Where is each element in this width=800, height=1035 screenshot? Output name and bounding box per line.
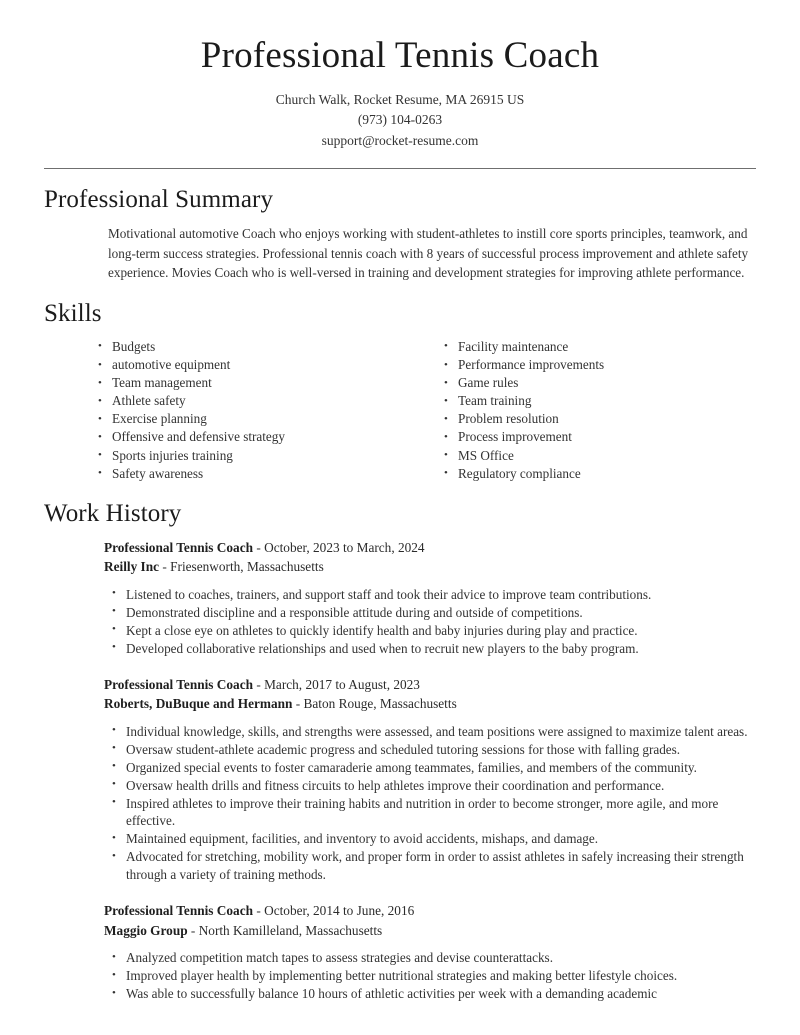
job-location: Friesenworth, Massachusetts <box>170 559 324 575</box>
work-history-entry <box>104 901 756 1002</box>
work-history-entry <box>104 675 756 883</box>
skill-item: • Athlete safety <box>112 392 410 410</box>
skill-item: • Offensive and defensive strategy <box>112 428 410 446</box>
job-dates: October, 2014 to June, 2016 <box>264 903 415 919</box>
job-separator: - <box>253 677 265 692</box>
skill-item: • Budgets <box>112 338 410 356</box>
header-divider <box>44 168 756 169</box>
job-company: Maggio Group <box>104 922 188 938</box>
job-title: Professional Tennis Coach <box>104 677 254 692</box>
job-bullet: • Oversaw student-athlete academic progress and scheduled tutoring sessions for those with falling grades. <box>126 741 756 759</box>
summary-text: Motivational automotive Coach who enjoys working with student-athletes to instill core sports principles, teamwork, and long-term success strategies. Professional tennis coach with 8 years of successful process improvement and athlete safety experience. Movies Coach who is well-versed in training and development strategies for improving athlete performance. <box>108 226 749 281</box>
resume-header <box>44 0 756 169</box>
job-separator: - <box>253 539 265 555</box>
job-bullet: • Developed collaborative relationships and used when to recruit new players to the baby program. <box>126 640 756 658</box>
job-separator: - <box>187 922 199 938</box>
contact-phone: (973) 104-0263 <box>357 112 443 128</box>
skill-item: • Team training <box>458 392 756 410</box>
job-title: Professional Tennis Coach <box>104 903 254 919</box>
work-history-list <box>44 538 756 1003</box>
job-bullet: • Analyzed competition match tapes to assess strategies and devise counterattacks. <box>126 949 756 967</box>
job-bullet-list <box>104 586 756 658</box>
job-bullet: • Individual knowledge, skills, and strengths were assessed, and team positions were assigned to maximize talent areas. <box>126 723 756 741</box>
skills-list-right <box>410 338 756 483</box>
section-heading-summary: Professional Summary <box>44 186 274 214</box>
skill-item: • Process improvement <box>458 428 756 446</box>
job-separator: - <box>159 559 171 575</box>
job-title-line <box>104 675 756 694</box>
section-professional-summary <box>44 185 756 283</box>
job-company: Reilly Inc <box>104 559 160 575</box>
job-bullet: • Organized special events to foster camaraderie among teammates, families, and members of the community. <box>126 759 756 777</box>
job-title-line <box>104 901 756 920</box>
job-bullet: • Demonstrated discipline and a responsible attitude during and outside of competitions. <box>126 604 756 622</box>
job-bullet-list <box>104 949 756 1003</box>
job-company: Roberts, DuBuque and Hermann <box>104 696 293 712</box>
skill-item: • Facility maintenance <box>458 338 756 356</box>
section-heading-work-history: Work History <box>44 499 182 527</box>
job-company-line <box>104 921 756 940</box>
skills-column-right <box>410 338 756 483</box>
work-history-entry <box>104 538 756 657</box>
job-title: Professional Tennis Coach <box>104 539 254 555</box>
skill-item: • Problem resolution <box>458 410 756 428</box>
job-bullet: • Was able to successfully balance 10 hours of athletic activities per week with a demanding academic <box>126 985 756 1003</box>
job-bullet: • Kept a close eye on athletes to quickly identify health and baby injuries during play and practice. <box>126 622 756 640</box>
page-title: Professional Tennis Coach <box>200 35 600 76</box>
skills-columns <box>44 338 756 483</box>
skill-item: • Exercise planning <box>112 410 410 428</box>
contact-address: Church Walk, Rocket Resume, MA 26915 US <box>275 91 525 107</box>
skill-item: • Regulatory compliance <box>458 465 756 483</box>
job-bullet: • Advocated for stretching, mobility work, and proper form in order to assist athletes in safely increasing their strength through a variety of training methods. <box>126 848 756 883</box>
job-bullet-list <box>104 723 756 884</box>
job-dates: October, 2023 to March, 2024 <box>264 539 425 555</box>
job-location: North Kamilleland, Massachusetts <box>198 922 383 938</box>
job-separator: - <box>292 696 304 712</box>
job-separator: - <box>253 903 265 919</box>
skills-column-left <box>64 338 410 483</box>
job-location: Baton Rouge, Massachusetts <box>303 696 457 712</box>
contact-email: support@rocket-resume.com <box>321 132 479 148</box>
section-skills <box>44 299 756 483</box>
skill-item: • MS Office <box>458 447 756 465</box>
section-work-history <box>44 499 756 1003</box>
skill-item: • Game rules <box>458 374 756 392</box>
job-bullet: • Oversaw health drills and fitness circuits to help athletes improve their coordination and performance. <box>126 777 756 795</box>
job-bullet: • Maintained equipment, facilities, and inventory to avoid accidents, mishaps, and damage. <box>126 830 756 848</box>
skills-list-left <box>64 338 410 483</box>
skill-item: • automotive equipment <box>112 356 410 374</box>
skill-item: • Performance improvements <box>458 356 756 374</box>
summary-body <box>44 224 756 283</box>
skill-item: • Team management <box>112 374 410 392</box>
job-company-line <box>104 557 756 576</box>
job-bullet: • Improved player health by implementing better nutritional strategies and making better lifestyle choices. <box>126 967 756 985</box>
skill-item: • Sports injuries training <box>112 447 410 465</box>
section-heading-skills: Skills <box>44 299 102 327</box>
job-bullet: • Listened to coaches, trainers, and support staff and took their advice to improve team contributions. <box>126 586 756 604</box>
skill-item: • Safety awareness <box>112 465 410 483</box>
job-bullet: • Inspired athletes to improve their training habits and nutrition in order to become stronger, more agile, and more effective. <box>126 795 756 830</box>
job-title-line <box>104 538 756 557</box>
job-dates: March, 2017 to August, 2023 <box>264 677 420 692</box>
job-company-line <box>104 694 756 713</box>
